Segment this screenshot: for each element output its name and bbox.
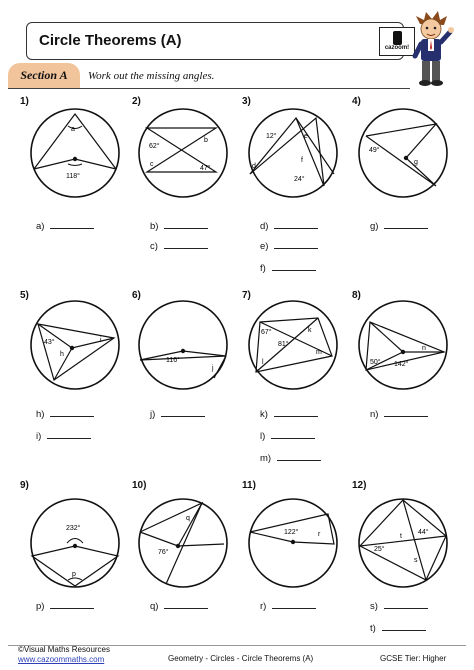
logo-text: cazoom! [384,45,410,51]
answer-label: e) [260,241,269,252]
page-title: Circle Theorems (A) [39,32,182,49]
diagram-q6 [136,298,232,394]
footer-credits [18,645,110,665]
diagram-q5 [28,298,124,394]
answer-line-p[interactable] [36,600,94,612]
answer-line-j[interactable] [150,408,205,420]
answer-label: b) [150,221,159,232]
answer-line-d[interactable] [260,220,318,232]
answer-label: f) [260,263,266,274]
answer-line-b[interactable] [150,220,208,232]
answer-label: m) [260,453,272,464]
answer-line-c[interactable] [150,240,208,252]
question-number: 3) [242,96,251,107]
answer-line-l[interactable] [260,430,315,442]
diagram-label: 50° [370,359,381,366]
answer-label: d) [260,221,269,232]
question-number: 1) [20,96,29,107]
diagram-label: 81° [278,341,289,348]
question-number: 6) [132,290,141,301]
diagram-label: 12° [266,133,277,140]
website-link[interactable]: www.cazoommaths.com [18,655,105,664]
diagram-label: a [71,126,75,133]
answer-label: q) [150,601,159,612]
answer-label: r) [260,601,267,612]
answer-line-f[interactable] [260,262,316,274]
diagram-label: 122° [284,529,299,536]
diagram-label: 43° [44,339,55,346]
answer-label: j) [150,409,156,420]
answer-label: a) [36,221,45,232]
diagram-label: 116° [166,357,180,364]
answer-label: n) [370,409,379,420]
answer-label: c) [150,241,158,252]
diagram-q3 [246,106,342,202]
answer-line-n[interactable] [370,408,428,420]
footer-tier: GCSE Tier: Higher [380,654,447,663]
diagram-label: g [414,159,418,166]
question-number: 7) [242,290,251,301]
diagram-q4 [356,106,452,202]
title-box [26,22,410,60]
diagram-label: 67° [261,329,272,336]
diagram-label: q [186,515,190,522]
answer-line-a[interactable] [36,220,94,232]
logo-mark-icon [393,31,402,45]
diagram-label: p [72,571,76,578]
answer-line-s[interactable] [370,600,428,612]
diagram-label: 62° [149,143,160,150]
diagram-label: 118° [66,173,80,180]
diagram-q1 [28,106,124,202]
instruction-text: Work out the missing angles. [88,70,215,82]
diagram-label: 232° [66,525,81,532]
answer-line-g[interactable] [370,220,428,232]
question-number: 10) [132,480,147,491]
answer-label: t) [370,623,376,634]
diagram-q8 [356,298,452,394]
diagram-q2 [136,106,232,202]
diagram-label: m [316,349,322,356]
answer-line-i[interactable] [36,430,91,442]
diagram-label: d [252,163,256,170]
diagram-label: j [212,365,214,372]
diagram-label: r [318,531,321,538]
answer-line-t[interactable] [370,622,426,634]
diagram-label: n [422,345,426,352]
diagram-q12 [356,496,452,592]
diagram-label: t [400,533,402,540]
diagram-label: 47° [200,165,211,172]
answer-label: g) [370,221,379,232]
answer-line-k[interactable] [260,408,318,420]
question-number: 5) [20,290,29,301]
answer-line-e[interactable] [260,240,318,252]
answer-line-q[interactable] [150,600,208,612]
answer-label: p) [36,601,45,612]
diagram-q11 [246,496,342,592]
answer-label: l) [260,431,266,442]
section-label: Section A [8,63,80,88]
footer-topic: Geometry - Circles - Circle Theorems (A) [168,654,314,663]
question-number: 2) [132,96,141,107]
diagram-label: 44° [418,529,429,536]
diagram-label: e [304,133,308,140]
answer-line-h[interactable] [36,408,94,420]
question-number: 12) [352,480,367,491]
answer-label: h) [36,409,45,420]
diagram-q10 [136,496,232,592]
diagram-label: h [60,351,64,358]
diagram-label: 142° [394,361,409,368]
diagram-label: 76° [158,549,169,556]
answer-label: s) [370,601,378,612]
answer-label: k) [260,409,268,420]
diagram-label: f [301,157,303,164]
question-number: 11) [242,480,256,491]
diagram-q9 [28,496,124,592]
diagram-label: c [150,161,154,168]
question-number: 9) [20,480,29,491]
diagram-label: 49° [369,147,380,154]
answer-line-r[interactable] [260,600,316,612]
cartoon-boy-icon [406,10,456,88]
diagram-label: 25° [374,546,385,553]
diagram-label: i [100,337,102,344]
diagram-label: 24° [294,176,305,183]
diagram-label: b [204,137,208,144]
answer-label: i) [36,431,42,442]
question-number: 4) [352,96,361,107]
copyright-text: ©Visual Maths Resources [18,645,111,654]
diagram-label: l [262,359,264,366]
diagram-q7 [246,298,342,394]
question-number: 8) [352,290,361,301]
diagram-label: s [414,557,418,564]
diagram-label: k [308,327,312,334]
answer-line-m[interactable] [260,452,321,464]
